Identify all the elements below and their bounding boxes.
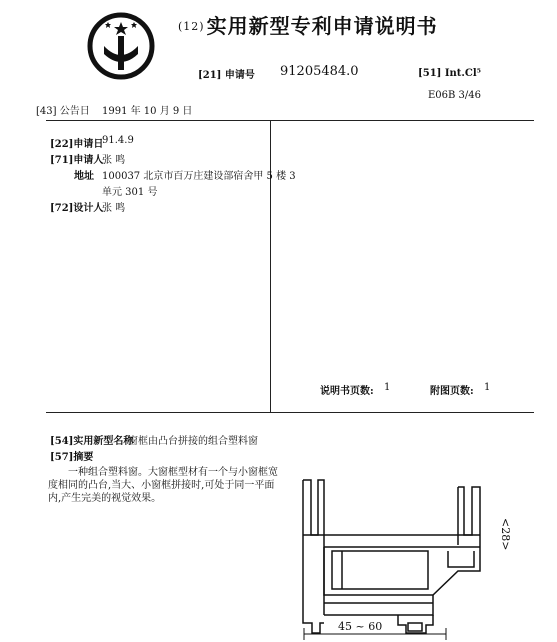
column-divider — [270, 120, 271, 412]
publication-date: 1991 年 10 月 9 日 — [102, 106, 193, 117]
utility-model-title: 窗框由凸台拼接的组合塑料窗 — [128, 436, 258, 447]
bottom-dimension-label: 45 ~ 60 — [338, 620, 383, 633]
utility-model-title-label: [54]实用新型名称 — [50, 436, 134, 447]
int-cl-label: [51] Int.Cl⁵ — [418, 68, 482, 79]
address-line-1: 100037 北京市百万庄建设部宿舍甲 5 楼 3 — [102, 171, 296, 182]
filing-date-label: [22]申请日 — [50, 139, 104, 150]
application-number: 91205484.0 — [280, 64, 359, 79]
side-dimension-label: <28> — [499, 518, 512, 551]
bottom-dimension-line — [300, 628, 450, 640]
header-divider — [46, 120, 534, 121]
description-pages-count: 1 — [384, 382, 391, 393]
figure-pages-count: 1 — [484, 382, 491, 393]
designer-name: 张 鸣 — [102, 203, 126, 214]
int-cl-code: E06B 3/46 — [428, 90, 482, 101]
window-frame-profile-drawing — [298, 475, 508, 642]
section-divider — [46, 412, 534, 413]
address-label: 地址 — [74, 171, 94, 182]
applicant-name: 张 鸣 — [102, 155, 126, 166]
applicant-label: [71]申请人 — [50, 155, 104, 166]
document-title-text: 实用新型专利申请说明书 — [206, 14, 438, 38]
application-number-label: [21] 申请号 — [198, 70, 255, 81]
patent-office-emblem-icon — [86, 8, 156, 80]
document-type-code: (12) — [178, 20, 205, 33]
filing-date: 91.4.9 — [102, 135, 134, 146]
document-title — [178, 10, 438, 39]
address-line-2: 单元 301 号 — [102, 187, 158, 198]
figure-pages-label: 附图页数: — [430, 386, 474, 397]
description-pages-label: 说明书页数: — [320, 386, 374, 397]
designer-label: [72]设计人 — [50, 203, 104, 214]
abstract-text: 一种组合塑料窗。大窗框型材有一个与小窗框宽度相同的凸台,当大、小窗框拼接时,可处于同一平面内,产生完美的视觉效果。 — [48, 467, 278, 504]
publication-date-label: [43] 公告日 — [36, 106, 90, 117]
abstract-label: [57]摘要 — [50, 452, 94, 463]
